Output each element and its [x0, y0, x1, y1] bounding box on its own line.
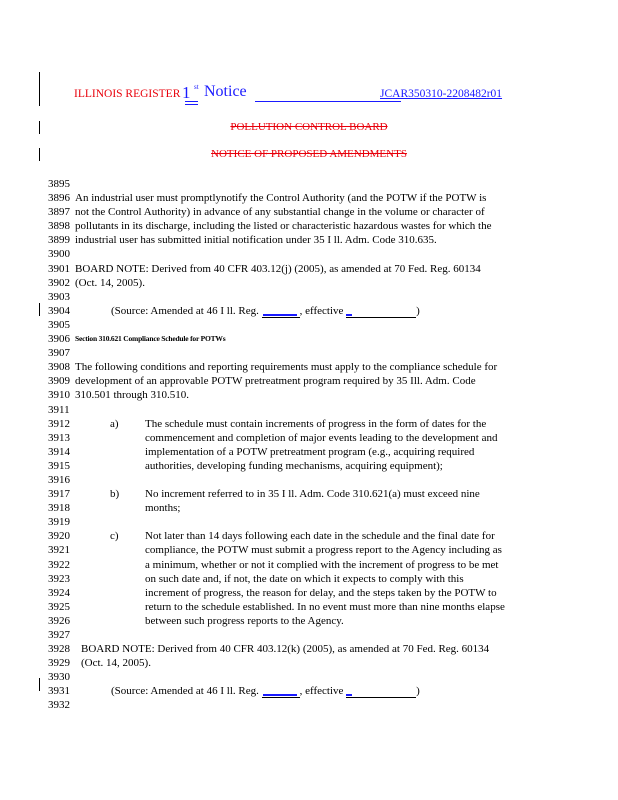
- document-line: [48, 388, 568, 402]
- line-number: 3901: [48, 262, 70, 275]
- source-effective: , effective: [299, 304, 347, 317]
- document-line: [48, 177, 568, 191]
- line-number: 3899: [48, 234, 70, 247]
- document-line: [48, 628, 568, 642]
- line-number: 3907: [48, 347, 70, 360]
- line-number: 3926: [48, 614, 70, 627]
- line-text: (Oct. 14, 2005).: [75, 276, 145, 289]
- line-number: 3902: [48, 276, 70, 289]
- item-text: between such progress reports to the Agency.: [145, 614, 344, 627]
- source-note: [111, 684, 420, 698]
- line-text: The following conditions and reporting requirements must apply to the compliance schedule for: [75, 361, 498, 374]
- document-line: [48, 219, 568, 233]
- line-text: BOARD NOTE: Derived from 40 CFR 403.12(j) (2005), as amended at 70 Fed. Reg. 60134: [75, 262, 481, 275]
- line-text: BOARD NOTE: Derived from 40 CFR 403.12(k) (2005), as amended at 70 Fed. Reg. 60134: [81, 643, 490, 656]
- line-number: 3928: [48, 643, 70, 656]
- document-line: [48, 205, 568, 219]
- document-line: [48, 684, 568, 698]
- document-line: [48, 572, 568, 586]
- document-line: [48, 445, 568, 459]
- document-line: [48, 431, 568, 445]
- line-number: 3923: [48, 572, 70, 585]
- line-number: 3904: [48, 304, 70, 317]
- section-heading: Section 310.621 Compliance Schedule for POTWs: [75, 334, 226, 344]
- item-text: The schedule must contain increments of progress in the form of dates for the: [145, 417, 487, 430]
- document-line: [48, 698, 568, 712]
- document-line: [48, 332, 568, 346]
- document-line: [48, 515, 568, 529]
- document-line: [48, 543, 568, 557]
- line-number: 3898: [48, 220, 70, 233]
- line-text: industrial user has submitted initial notification under 35 I ll. Adm. Code 310.635.: [75, 234, 437, 247]
- document-line: [48, 501, 568, 515]
- document-line: [48, 360, 568, 374]
- change-bar-source-2: [39, 678, 40, 691]
- register-title: ILLINOIS REGISTER: [74, 88, 181, 100]
- line-text: An industrial user must promptlynotify the Control Authority (and the POTW if the POTW is: [75, 192, 487, 205]
- line-text: pollutants in its discharge, including the listed or characteristic hazardous wastes for which the: [75, 220, 492, 233]
- page-number-underline: [185, 101, 198, 102]
- document-line: [48, 529, 568, 543]
- line-number: 3906: [48, 333, 70, 346]
- item-text: authorities, developing funding mechanisms, acquiring equipment);: [145, 459, 443, 472]
- effective-date-blank: [346, 686, 416, 698]
- line-text: not the Control Authority) in advance of any substantial change in the volume or character of: [75, 206, 485, 219]
- line-text: (Oct. 14, 2005).: [81, 657, 151, 670]
- line-number: 3913: [48, 431, 70, 444]
- document-line: [48, 586, 568, 600]
- item-text: on such date and, if not, the date on which it expects to comply with this: [145, 572, 464, 585]
- line-number: 3910: [48, 389, 70, 402]
- item-text: a minimum, whether or not it complied with the increment of progress to be met: [145, 558, 499, 571]
- line-number: 3914: [48, 445, 70, 458]
- effective-date-blank: [346, 306, 416, 318]
- register-page-blank: [262, 686, 300, 698]
- source-close: ): [416, 685, 420, 698]
- line-number: 3931: [48, 685, 70, 698]
- line-number: 3918: [48, 502, 70, 515]
- line-number: 3920: [48, 530, 70, 543]
- document-line: [48, 290, 568, 304]
- line-number: 3932: [48, 699, 70, 712]
- item-text: return to the schedule established. In no event must more than nine months elapse: [145, 600, 505, 613]
- document-line: [48, 670, 568, 684]
- change-bar-source-1: [39, 303, 40, 316]
- line-number: 3911: [48, 403, 70, 416]
- item-text: Not later than 14 days following each date in the schedule and the final date for: [145, 530, 495, 543]
- header-rule: [255, 101, 401, 102]
- source-close: ): [416, 304, 420, 317]
- document-line: [48, 262, 568, 276]
- line-number: 3925: [48, 600, 70, 613]
- document-line: [48, 374, 568, 388]
- line-number: 3930: [48, 671, 70, 684]
- document-line: [48, 318, 568, 332]
- document-line: [48, 656, 568, 670]
- document-line: [48, 403, 568, 417]
- document-line: [48, 600, 568, 614]
- line-number: 3915: [48, 459, 70, 472]
- line-number: 3895: [48, 178, 70, 190]
- notice-title: NOTICE OF PROPOSED AMENDMENTS: [211, 148, 407, 160]
- line-number: 3922: [48, 558, 70, 571]
- document-line: [48, 191, 568, 205]
- change-bar-header: [39, 72, 40, 106]
- document-line: [48, 233, 568, 247]
- item-text: implementation of a POTW pretreatment program (e.g., acquiring required: [145, 445, 475, 458]
- page-number-suffix: st: [194, 83, 199, 91]
- line-number: 3905: [48, 318, 70, 331]
- document-line: [48, 276, 568, 290]
- document-line: [48, 558, 568, 572]
- item-text: months;: [145, 502, 181, 515]
- document-line: [48, 417, 568, 431]
- document-line: [48, 247, 568, 261]
- line-number: 3897: [48, 206, 70, 219]
- line-number: 3909: [48, 375, 70, 388]
- document-body: [48, 177, 568, 713]
- line-number: 3921: [48, 544, 70, 557]
- item-label: a): [110, 417, 119, 430]
- agency-name: POLLUTION CONTROL BOARD: [230, 121, 388, 133]
- source-prefix: (Source: Amended at 46 I ll. Reg.: [111, 685, 262, 698]
- notice-label: Notice: [204, 83, 247, 100]
- line-text: 310.501 through 310.510.: [75, 389, 189, 402]
- document-line: [48, 304, 568, 318]
- line-number: 3900: [48, 248, 70, 261]
- line-number: 3929: [48, 657, 70, 670]
- document-line: [48, 473, 568, 487]
- line-number: 3896: [48, 192, 70, 205]
- item-label: c): [110, 530, 119, 543]
- source-effective: , effective: [299, 685, 347, 698]
- document-line: [48, 346, 568, 360]
- line-number: 3917: [48, 488, 70, 501]
- line-number: 3924: [48, 586, 70, 599]
- source-note: [111, 304, 420, 318]
- item-text: commencement and completion of major events leading to the development and: [145, 431, 498, 444]
- document-line: [48, 614, 568, 628]
- source-prefix: (Source: Amended at 46 I ll. Reg.: [111, 304, 262, 317]
- page-header: [74, 82, 544, 106]
- item-text: No increment referred to in 35 I ll. Adm. Code 310.621(a) must exceed nine: [145, 488, 480, 501]
- line-number: 3908: [48, 361, 70, 374]
- document-line: [48, 487, 568, 501]
- item-label: b): [110, 488, 120, 501]
- document-line: [48, 642, 568, 656]
- line-number: 3919: [48, 516, 70, 529]
- page-number-double-underline: [185, 104, 198, 105]
- line-number: 3912: [48, 417, 70, 430]
- document-code: JCAR350310-2208482r01: [380, 88, 503, 100]
- page-number: 1: [182, 83, 191, 102]
- line-number: 3916: [48, 473, 70, 486]
- line-number: 3903: [48, 290, 70, 303]
- register-page-blank: [262, 306, 300, 318]
- line-number: 3927: [48, 629, 70, 641]
- item-text: increment of progress, the reason for delay, and the steps taken by the POTW to: [145, 586, 497, 599]
- document-line: [48, 459, 568, 473]
- line-text: development of an approvable POTW pretreatment program required by 35 Ill. Adm. Code: [75, 375, 476, 388]
- item-text: compliance, the POTW must submit a progress report to the Agency including as: [145, 544, 502, 557]
